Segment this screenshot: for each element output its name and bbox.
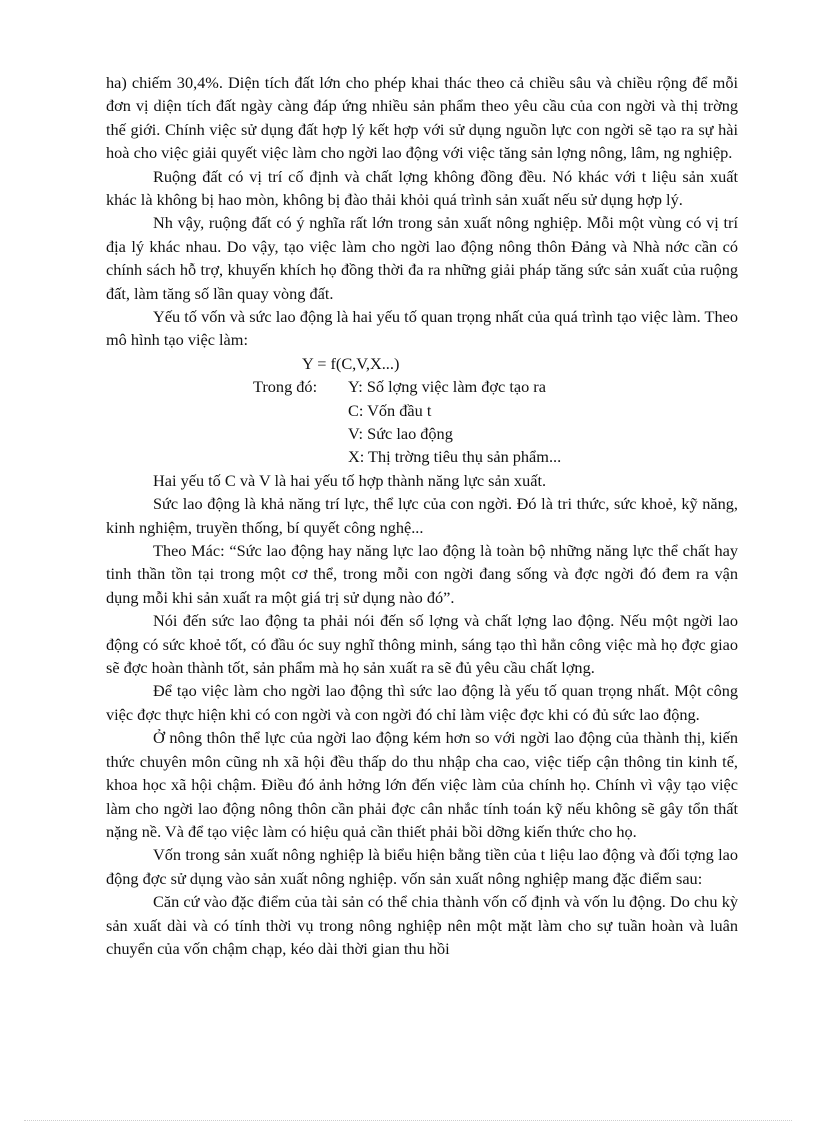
formula-where-line (106, 445, 738, 468)
paragraph: Nh vậy, ruộng đất có ý nghĩa rất lớn trong sản xuất nông nghiệp. Mỗi một vùng có vị trí địa lý khác nhau. Do vậy, tạo việc làm cho ngời lao động nông thôn Đảng và Nhà nớc cần có chính sách hỗ trợ, khuyến khích họ đồng thời đa ra những giải pháp tăng sức sản xuất của ruộng đất, làm tăng số lần quay vòng đất. (106, 213, 738, 303)
paragraph: Theo Mác: “Sức lao động hay năng lực lao động là toàn bộ những năng lực thể chất hay tinh thần tồn tại trong một cơ thể, trong mỗi con ngời đang sống và đợc ngời đó đem ra vận dụng mỗi khi sản xuất ra một giá trị sử dụng nào đó”. (106, 541, 738, 607)
paragraph: Để tạo việc làm cho ngời lao động thì sức lao động là yếu tố quan trọng nhất. Một công việc đợc thực hiện khi có con ngời và con ngời đó chỉ làm việc đợc khi có đủ sức lao động. (106, 681, 738, 724)
paragraph: ha) chiếm 30,4%. Diện tích đất lớn cho phép khai thác theo cả chiều sâu và chiều rộng để mỗi đơn vị diện tích đất ngày càng đáp ứng nhiều sản phẩm theo yêu cầu của con ngời và thị trờng thế giới. Chính việc sử dụng đất hợp lý kết hợp với sử dụng nguồn lực con ngời sẽ tạo ra sự hài hoà cho việc giải quyết việc làm cho ngời lao động với việc tăng sản lợng nông, lâm, ng nghiệp. (106, 73, 738, 163)
formula-definition: V: Sức lao động (348, 424, 453, 444)
formula-definition: Y: Số lợng việc làm đợc tạo ra (348, 377, 546, 397)
paragraph: Nói đến sức lao động ta phải nói đến số lợng và chất lợng lao động. Nếu một ngời lao động có sức khoẻ tốt, có đầu óc suy nghĩ thông minh, sáng tạo thì hẳn công việc mà họ đợc giao sẽ đợc hoàn thành tốt, sản phẩm mà họ sản xuất ra sẽ đủ yêu cầu chất lợng. (106, 611, 738, 678)
paragraph: Sức lao động là khả năng trí lực, thể lực của con ngời. Đó là tri thức, sức khoẻ, kỹ năng, kinh nghiệm, truyền thống, bí quyết công nghệ... (106, 494, 738, 537)
formula-where-line (106, 375, 738, 398)
formula-equation: Y = f(C,V,X...) (302, 353, 400, 373)
paragraph: Căn cứ vào đặc điểm của tài sản có thể chia thành vốn cố định và vốn lu động. Do chu kỳ sản xuất dài và có tính thời vụ trong nông nghiệp nên một mặt làm cho sự tuần hoàn và luân chuyển của vốn chậm chạp, kéo dài thời gian thu hồi (106, 892, 738, 958)
paragraph: Hai yếu tố C và V là hai yếu tố hợp thành năng lực sản xuất. (153, 470, 547, 490)
formula-where-line (106, 422, 738, 445)
paragraph: Ở nông thôn thể lực của ngời lao động kém hơn so với ngời lao động của thành thị, kiến thức chuyên môn cũng nh xã hội đều thấp do thu nhập cha cao, việc tiếp cận thông tin kinh tế, khoa học xã hội chậm. Điều đó ảnh hởng lớn đến việc làm của chính họ. Chính vì vậy tạo việc làm cho ngời lao động nông thôn cần phải đợc cân nhắc tính toán kỹ nếu không sẽ gây tổn thất nặng nề. Và để tạo việc làm có hiệu quả cần thiết phải bồi dỡng kiến thức cho họ. (106, 728, 738, 841)
formula-definition: C: Vốn đầu t (348, 400, 432, 420)
page-bottom-divider (24, 1120, 792, 1121)
paragraph: Vốn trong sản xuất nông nghiệp là biểu hiện bằng tiền của t liệu lao động và đối tợng lao động đợc sử dụng vào sản xuất nông nghiệp. vốn sản xuất nông nghiệp mang đặc điểm sau: (106, 845, 738, 888)
formula-where-label: Trong đó: (253, 377, 318, 397)
formula-where-line (106, 399, 738, 422)
body-text (106, 71, 738, 960)
formula-equation-line (106, 352, 738, 375)
formula-definition: X: Thị trờng tiêu thụ sản phẩm... (348, 447, 562, 467)
paragraph: Yếu tố vốn và sức lao động là hai yếu tố quan trọng nhất của quá trình tạo việc làm. Theo mô hình tạo việc làm: (106, 307, 738, 350)
paragraph: Ruộng đất có vị trí cố định và chất lợng không đồng đều. Nó khác với t liệu sản xuất khác là không bị hao mòn, không bị đào thải khỏi quá trình sản xuất nếu sử dụng hợp lý. (106, 166, 738, 210)
